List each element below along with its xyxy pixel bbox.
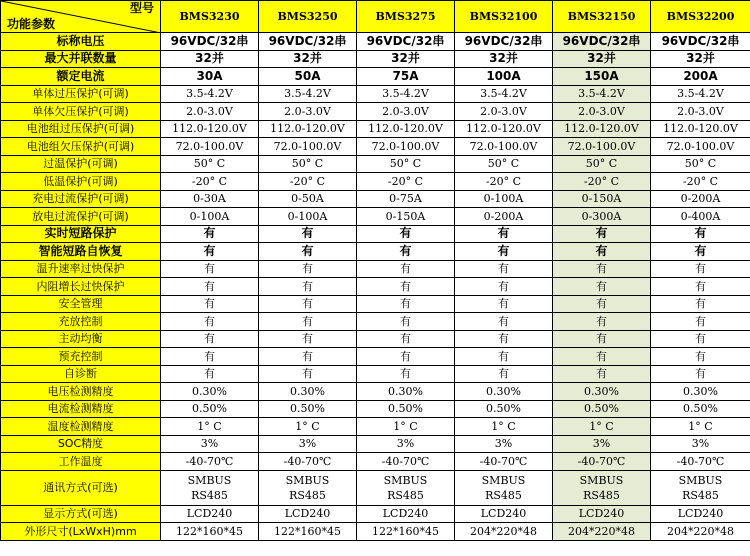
- value-cell: 有: [651, 295, 750, 313]
- table-row: [1, 435, 750, 453]
- value-cell: 0-75A: [357, 190, 455, 208]
- param-label: 单体欠压保护(可调): [1, 103, 161, 121]
- model-header: BMS32150: [553, 1, 651, 33]
- value-cell: 1° C: [553, 418, 651, 436]
- value-line: SMBUS: [579, 473, 624, 487]
- value-cell: 72.0-100.0V: [161, 138, 259, 156]
- value-cell: 122*160*45: [161, 523, 259, 541]
- value-cell: 0.30%: [553, 383, 651, 401]
- value-cell: 72.0-100.0V: [357, 138, 455, 156]
- value-cell: 3.5-4.2V: [651, 85, 750, 103]
- value-cell: 2.0-3.0V: [161, 103, 259, 121]
- value-cell: 有: [455, 348, 553, 366]
- value-cell: 3%: [553, 435, 651, 453]
- value-cell: 1° C: [455, 418, 553, 436]
- value-cell: 有: [161, 348, 259, 366]
- value-cell: 有: [553, 278, 651, 296]
- value-cell: 72.0-100.0V: [553, 138, 651, 156]
- value-cell: 32并: [455, 50, 553, 68]
- value-cell: 有: [259, 313, 357, 331]
- table-row: [1, 313, 750, 331]
- table-row: [1, 295, 750, 313]
- value-cell: 有: [455, 243, 553, 261]
- value-cell: 96VDC/32串: [161, 33, 259, 51]
- table-row: [1, 138, 750, 156]
- table-row: [1, 243, 750, 261]
- param-label: 过温保护(可调): [1, 155, 161, 173]
- value-line: RS485: [289, 488, 326, 502]
- header-corner-cell: [1, 1, 161, 33]
- value-cell: LCD240: [651, 505, 750, 523]
- value-cell: 50° C: [161, 155, 259, 173]
- param-label: SOC精度: [1, 435, 161, 453]
- param-label: 最大并联数量: [1, 50, 161, 68]
- value-cell: 0-200A: [651, 190, 750, 208]
- value-cell: 100A: [455, 68, 553, 86]
- value-cell: 96VDC/32串: [455, 33, 553, 51]
- value-cell: 3.5-4.2V: [259, 85, 357, 103]
- param-label: 安全管理: [1, 295, 161, 313]
- value-cell: 112.0-120.0V: [553, 120, 651, 138]
- value-cell: 0-100A: [455, 190, 553, 208]
- param-label: 低温保护(可调): [1, 173, 161, 191]
- value-line: RS485: [191, 488, 228, 502]
- value-cell: 3.5-4.2V: [161, 85, 259, 103]
- value-cell: 有: [161, 225, 259, 243]
- value-cell: 有: [455, 278, 553, 296]
- value-cell: 0.50%: [651, 400, 750, 418]
- value-cell: 50° C: [651, 155, 750, 173]
- value-cell: 有: [553, 225, 651, 243]
- value-cell: 有: [259, 225, 357, 243]
- value-cell: -40-70℃: [455, 453, 553, 471]
- value-cell: 2.0-3.0V: [259, 103, 357, 121]
- param-label: 单体过压保护(可调): [1, 85, 161, 103]
- value-cell: 有: [357, 225, 455, 243]
- value-cell: 0-300A: [553, 208, 651, 226]
- value-cell: 有: [553, 295, 651, 313]
- param-label: 电流检测精度: [1, 400, 161, 418]
- value-cell: 有: [161, 365, 259, 383]
- value-cell: 有: [553, 348, 651, 366]
- value-cell: [161, 470, 259, 505]
- value-cell: 有: [357, 348, 455, 366]
- value-cell: 50A: [259, 68, 357, 86]
- value-cell: 32并: [161, 50, 259, 68]
- table-row: [1, 470, 750, 505]
- value-cell: 50° C: [553, 155, 651, 173]
- value-cell: 有: [455, 365, 553, 383]
- value-cell: 2.0-3.0V: [651, 103, 750, 121]
- table-row: [1, 523, 750, 541]
- value-cell: 有: [455, 313, 553, 331]
- value-cell: -20° C: [553, 173, 651, 191]
- value-cell: 112.0-120.0V: [259, 120, 357, 138]
- value-line: SMBUS: [678, 473, 723, 487]
- value-cell: -40-70℃: [651, 453, 750, 471]
- table-row: [1, 103, 750, 121]
- table-row: [1, 208, 750, 226]
- value-cell: 75A: [357, 68, 455, 86]
- value-cell: 有: [357, 330, 455, 348]
- corner-label-model: 型号: [129, 1, 154, 15]
- param-label: 自诊断: [1, 365, 161, 383]
- value-cell: -40-70℃: [259, 453, 357, 471]
- value-cell: 3%: [455, 435, 553, 453]
- value-cell: 3.5-4.2V: [455, 85, 553, 103]
- value-cell: 有: [357, 278, 455, 296]
- param-label: 预充控制: [1, 348, 161, 366]
- table-row: [1, 155, 750, 173]
- value-cell: 112.0-120.0V: [455, 120, 553, 138]
- value-cell: 有: [651, 225, 750, 243]
- value-cell: 有: [161, 295, 259, 313]
- value-cell: 204*220*48: [553, 523, 651, 541]
- value-cell: 0-400A: [651, 208, 750, 226]
- value-cell: 0.30%: [259, 383, 357, 401]
- value-cell: 0.50%: [455, 400, 553, 418]
- value-cell: [259, 470, 357, 505]
- param-label: 外形尺寸(LxWxH)mm: [1, 523, 161, 541]
- value-cell: 150A: [553, 68, 651, 86]
- value-cell: -20° C: [161, 173, 259, 191]
- value-cell: 0-150A: [553, 190, 651, 208]
- value-cell: 112.0-120.0V: [161, 120, 259, 138]
- value-cell: 有: [455, 225, 553, 243]
- param-label: 额定电流: [1, 68, 161, 86]
- param-label: 通讯方式(可选): [1, 470, 161, 505]
- value-cell: 0.50%: [161, 400, 259, 418]
- value-cell: [553, 470, 651, 505]
- model-header: BMS3275: [357, 1, 455, 33]
- table-row: [1, 85, 750, 103]
- value-cell: 1° C: [161, 418, 259, 436]
- value-cell: -40-70℃: [357, 453, 455, 471]
- value-cell: 96VDC/32串: [651, 33, 750, 51]
- value-cell: -20° C: [259, 173, 357, 191]
- value-cell: -20° C: [357, 173, 455, 191]
- table-row: [1, 383, 750, 401]
- value-cell: LCD240: [161, 505, 259, 523]
- value-cell: 3%: [259, 435, 357, 453]
- value-cell: 72.0-100.0V: [259, 138, 357, 156]
- table-row: [1, 348, 750, 366]
- value-cell: 有: [651, 243, 750, 261]
- value-cell: 有: [651, 313, 750, 331]
- value-cell: -20° C: [455, 173, 553, 191]
- table-row: [1, 50, 750, 68]
- value-cell: 0.30%: [357, 383, 455, 401]
- value-cell: 有: [651, 348, 750, 366]
- param-label: 内阻增长过快保护: [1, 278, 161, 296]
- param-label: 电池组欠压保护(可调): [1, 138, 161, 156]
- param-label: 主动均衡: [1, 330, 161, 348]
- value-cell: 3%: [651, 435, 750, 453]
- table-row: [1, 190, 750, 208]
- table-row: [1, 418, 750, 436]
- value-cell: 72.0-100.0V: [455, 138, 553, 156]
- value-cell: 有: [455, 260, 553, 278]
- value-cell: 2.0-3.0V: [553, 103, 651, 121]
- value-cell: 有: [161, 313, 259, 331]
- value-cell: -20° C: [651, 173, 750, 191]
- value-cell: 1° C: [651, 418, 750, 436]
- value-cell: 有: [161, 330, 259, 348]
- value-cell: 32并: [357, 50, 455, 68]
- value-cell: 有: [357, 260, 455, 278]
- value-line: RS485: [682, 488, 719, 502]
- table-row: [1, 173, 750, 191]
- table-row: [1, 278, 750, 296]
- value-cell: 122*160*45: [259, 523, 357, 541]
- value-cell: 有: [357, 295, 455, 313]
- param-label: 温度检测精度: [1, 418, 161, 436]
- value-cell: -40-70℃: [553, 453, 651, 471]
- value-cell: 1° C: [259, 418, 357, 436]
- value-cell: 有: [651, 365, 750, 383]
- value-cell: 有: [259, 243, 357, 261]
- value-cell: 32并: [651, 50, 750, 68]
- value-cell: LCD240: [455, 505, 553, 523]
- value-cell: 96VDC/32串: [259, 33, 357, 51]
- value-cell: 有: [357, 313, 455, 331]
- value-cell: 50° C: [455, 155, 553, 173]
- param-label: 显示方式(可选): [1, 505, 161, 523]
- value-cell: 0-100A: [161, 208, 259, 226]
- header-row: [1, 1, 750, 33]
- value-cell: 有: [455, 330, 553, 348]
- value-cell: 204*220*48: [455, 523, 553, 541]
- value-cell: 有: [357, 243, 455, 261]
- value-line: SMBUS: [481, 473, 526, 487]
- value-cell: 0-50A: [259, 190, 357, 208]
- value-cell: 有: [455, 295, 553, 313]
- value-cell: 0.50%: [357, 400, 455, 418]
- table-row: [1, 505, 750, 523]
- param-label: 电池组过压保护(可调): [1, 120, 161, 138]
- value-cell: [455, 470, 553, 505]
- value-cell: 96VDC/32串: [357, 33, 455, 51]
- model-header: BMS32100: [455, 1, 553, 33]
- value-cell: 122*160*45: [357, 523, 455, 541]
- value-cell: 有: [553, 260, 651, 278]
- param-label: 工作温度: [1, 453, 161, 471]
- value-cell: 3.5-4.2V: [553, 85, 651, 103]
- value-cell: 有: [259, 278, 357, 296]
- value-line: SMBUS: [285, 473, 330, 487]
- value-cell: 1° C: [357, 418, 455, 436]
- table-row: [1, 225, 750, 243]
- value-cell: 有: [357, 365, 455, 383]
- table-row: [1, 68, 750, 86]
- value-cell: 有: [553, 365, 651, 383]
- value-line: RS485: [583, 488, 620, 502]
- value-cell: 0-100A: [259, 208, 357, 226]
- value-cell: 有: [553, 313, 651, 331]
- value-line: SMBUS: [383, 473, 428, 487]
- value-cell: 0-30A: [161, 190, 259, 208]
- model-header: BMS32200: [651, 1, 750, 33]
- table-row: [1, 453, 750, 471]
- table-row: [1, 260, 750, 278]
- param-label: 电压检测精度: [1, 383, 161, 401]
- value-cell: 0.50%: [553, 400, 651, 418]
- value-cell: [651, 470, 750, 505]
- value-cell: 有: [651, 260, 750, 278]
- corner-label-params: 功能参数: [7, 17, 56, 31]
- value-cell: 有: [259, 348, 357, 366]
- value-cell: [357, 470, 455, 505]
- table-row: [1, 330, 750, 348]
- value-cell: 有: [259, 330, 357, 348]
- value-cell: 3.5-4.2V: [357, 85, 455, 103]
- value-cell: 50° C: [259, 155, 357, 173]
- table-row: [1, 33, 750, 51]
- param-label: 标称电压: [1, 33, 161, 51]
- value-cell: 3%: [161, 435, 259, 453]
- param-label: 温升速率过快保护: [1, 260, 161, 278]
- value-cell: 0-150A: [357, 208, 455, 226]
- value-cell: LCD240: [553, 505, 651, 523]
- value-cell: 0.50%: [259, 400, 357, 418]
- value-cell: 32并: [553, 50, 651, 68]
- value-cell: LCD240: [259, 505, 357, 523]
- value-cell: 96VDC/32串: [553, 33, 651, 51]
- value-cell: 30A: [161, 68, 259, 86]
- param-label: 实时短路保护: [1, 225, 161, 243]
- table-row: [1, 120, 750, 138]
- value-line: SMBUS: [187, 473, 232, 487]
- value-cell: 112.0-120.0V: [651, 120, 750, 138]
- value-cell: 0.30%: [455, 383, 553, 401]
- value-cell: 0.30%: [161, 383, 259, 401]
- table-row: [1, 400, 750, 418]
- value-cell: 有: [651, 278, 750, 296]
- model-header: BMS3250: [259, 1, 357, 33]
- table-row: [1, 365, 750, 383]
- value-cell: 0.30%: [651, 383, 750, 401]
- param-label: 充电过流保护(可调): [1, 190, 161, 208]
- value-cell: 有: [553, 330, 651, 348]
- value-cell: 200A: [651, 68, 750, 86]
- value-cell: -40-70℃: [161, 453, 259, 471]
- value-cell: 3%: [357, 435, 455, 453]
- param-label: 充放控制: [1, 313, 161, 331]
- value-cell: 0-200A: [455, 208, 553, 226]
- value-cell: 有: [161, 243, 259, 261]
- value-line: RS485: [485, 488, 522, 502]
- param-label: 放电过流保护(可调): [1, 208, 161, 226]
- value-cell: 有: [259, 295, 357, 313]
- value-cell: 有: [259, 260, 357, 278]
- model-header: BMS3230: [161, 1, 259, 33]
- value-cell: 有: [553, 243, 651, 261]
- value-line: RS485: [387, 488, 424, 502]
- value-cell: 204*220*48: [651, 523, 750, 541]
- value-cell: 32并: [259, 50, 357, 68]
- value-cell: 2.0-3.0V: [455, 103, 553, 121]
- param-label: 智能短路自恢复: [1, 243, 161, 261]
- value-cell: 2.0-3.0V: [357, 103, 455, 121]
- value-cell: 有: [651, 330, 750, 348]
- spec-table-body: [1, 1, 750, 541]
- value-cell: 有: [161, 260, 259, 278]
- value-cell: 有: [259, 365, 357, 383]
- value-cell: 50° C: [357, 155, 455, 173]
- value-cell: 72.0-100.0V: [651, 138, 750, 156]
- value-cell: 112.0-120.0V: [357, 120, 455, 138]
- value-cell: 有: [161, 278, 259, 296]
- value-cell: LCD240: [357, 505, 455, 523]
